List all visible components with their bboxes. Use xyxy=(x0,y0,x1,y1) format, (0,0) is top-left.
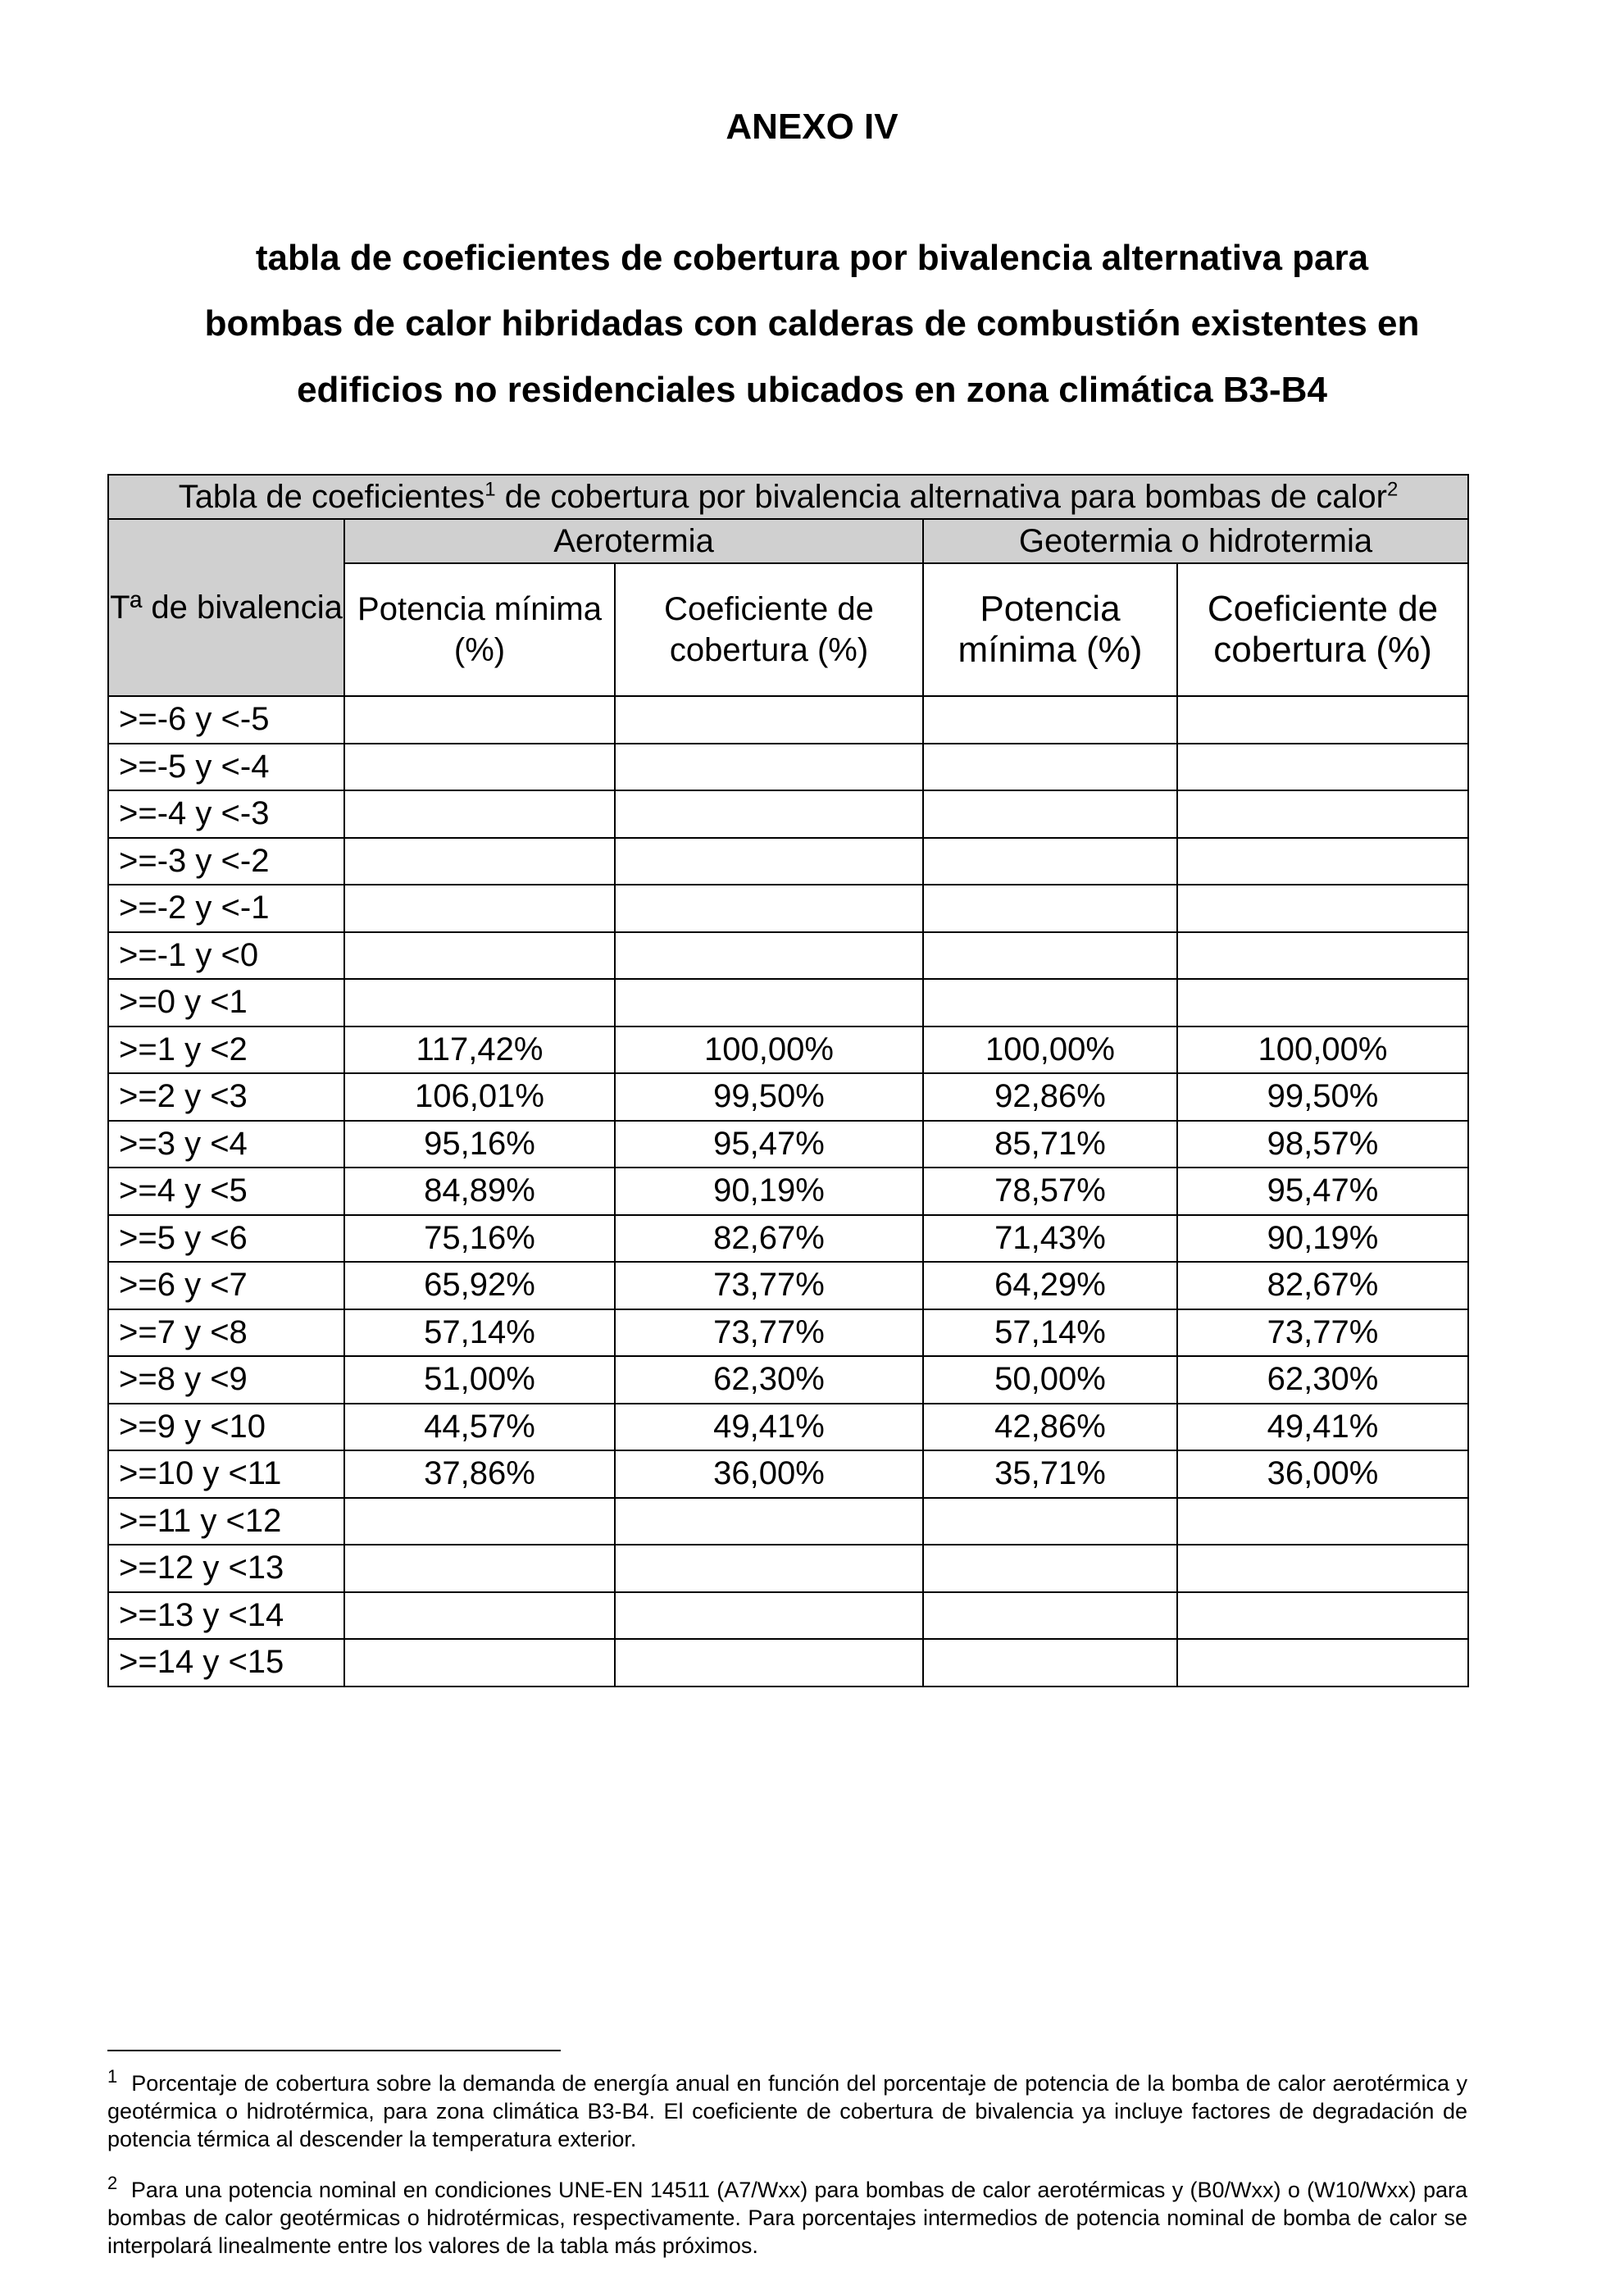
value-cell xyxy=(615,1639,923,1687)
value-cell xyxy=(923,1498,1177,1545)
table-row xyxy=(108,790,1468,838)
row-label: >=4 y <5 xyxy=(108,1168,344,1215)
annex-heading: ANEXO IV xyxy=(726,107,898,147)
subtitle-line-1: tabla de coeficientes de cobertura por bivalencia alternativa para xyxy=(255,238,1369,278)
value-cell xyxy=(923,1592,1177,1640)
value-cell: 36,00% xyxy=(1177,1450,1468,1498)
aerotermia-group-header: Aerotermia xyxy=(344,519,923,563)
value-cell xyxy=(1177,1498,1468,1545)
aero-potencia-header: Potencia mínima (%) xyxy=(344,563,615,696)
value-cell xyxy=(615,1545,923,1592)
table-row xyxy=(108,1121,1468,1168)
row-label: >=10 y <11 xyxy=(108,1450,344,1498)
table-row xyxy=(108,979,1468,1026)
value-cell xyxy=(615,1498,923,1545)
table-row xyxy=(108,1026,1468,1074)
value-cell xyxy=(923,979,1177,1026)
value-cell: 106,01% xyxy=(344,1073,615,1121)
value-cell xyxy=(923,744,1177,791)
value-cell: 98,57% xyxy=(1177,1121,1468,1168)
value-cell: 117,42% xyxy=(344,1026,615,1074)
value-cell xyxy=(1177,790,1468,838)
table-row xyxy=(108,1168,1468,1215)
value-cell: 90,19% xyxy=(615,1168,923,1215)
value-cell xyxy=(923,838,1177,885)
value-cell xyxy=(923,885,1177,932)
table-row xyxy=(108,1262,1468,1309)
value-cell: 95,16% xyxy=(344,1121,615,1168)
table-row xyxy=(108,1450,1468,1498)
row-label: >=-5 y <-4 xyxy=(108,744,344,791)
value-cell xyxy=(344,696,615,744)
row-label: >=12 y <13 xyxy=(108,1545,344,1592)
value-cell: 65,92% xyxy=(344,1262,615,1309)
value-cell xyxy=(615,979,923,1026)
value-cell xyxy=(615,885,923,932)
geotermia-group-header: Geotermia o hidrotermia xyxy=(923,519,1468,563)
table-row xyxy=(108,696,1468,744)
table-row xyxy=(108,1639,1468,1687)
table-row xyxy=(108,1498,1468,1545)
value-cell: 78,57% xyxy=(923,1168,1177,1215)
value-cell xyxy=(615,838,923,885)
value-cell: 57,14% xyxy=(923,1309,1177,1357)
value-cell: 51,00% xyxy=(344,1356,615,1404)
value-cell: 95,47% xyxy=(1177,1168,1468,1215)
coefficients-table xyxy=(107,474,1469,1687)
table-row xyxy=(108,744,1468,791)
row-label: >=14 y <15 xyxy=(108,1639,344,1687)
value-cell: 92,86% xyxy=(923,1073,1177,1121)
table-row xyxy=(108,1545,1468,1592)
table-row xyxy=(108,1309,1468,1357)
subtitle-line-3: edificios no residenciales ubicados en zona climática B3-B4 xyxy=(297,370,1327,410)
value-cell: 73,77% xyxy=(1177,1309,1468,1357)
value-cell xyxy=(344,1545,615,1592)
value-cell xyxy=(344,1498,615,1545)
value-cell: 85,71% xyxy=(923,1121,1177,1168)
row-label: >=1 y <2 xyxy=(108,1026,344,1074)
value-cell: 73,77% xyxy=(615,1309,923,1357)
value-cell xyxy=(923,932,1177,980)
footnote-separator xyxy=(107,2050,561,2051)
table-row xyxy=(108,1356,1468,1404)
value-cell: 90,19% xyxy=(1177,1215,1468,1263)
value-cell xyxy=(615,696,923,744)
value-cell: 50,00% xyxy=(923,1356,1177,1404)
table-row xyxy=(108,1404,1468,1451)
table-body xyxy=(108,696,1468,1687)
row-label: >=-4 y <-3 xyxy=(108,790,344,838)
value-cell: 82,67% xyxy=(1177,1262,1468,1309)
value-cell xyxy=(923,1545,1177,1592)
value-cell: 49,41% xyxy=(615,1404,923,1451)
value-cell: 100,00% xyxy=(615,1026,923,1074)
value-cell: 99,50% xyxy=(615,1073,923,1121)
value-cell: 75,16% xyxy=(344,1215,615,1263)
table-row xyxy=(108,1592,1468,1640)
value-cell: 49,41% xyxy=(1177,1404,1468,1451)
value-cell xyxy=(344,1639,615,1687)
value-cell xyxy=(923,696,1177,744)
row-label: >=6 y <7 xyxy=(108,1262,344,1309)
value-cell xyxy=(615,1592,923,1640)
value-cell: 44,57% xyxy=(344,1404,615,1451)
row-label: >=9 y <10 xyxy=(108,1404,344,1451)
row-label: >=13 y <14 xyxy=(108,1592,344,1640)
value-cell xyxy=(1177,885,1468,932)
row-label: >=3 y <4 xyxy=(108,1121,344,1168)
table-row xyxy=(108,1215,1468,1263)
row-label: >=-1 y <0 xyxy=(108,932,344,980)
value-cell xyxy=(344,838,615,885)
value-cell xyxy=(344,979,615,1026)
bivalence-temp-header: Tª de bivalencia xyxy=(108,519,344,696)
value-cell xyxy=(344,744,615,791)
value-cell: 42,86% xyxy=(923,1404,1177,1451)
value-cell: 100,00% xyxy=(1177,1026,1468,1074)
row-label: >=-6 y <-5 xyxy=(108,696,344,744)
value-cell xyxy=(923,1639,1177,1687)
footnote-2: $^2$ Para una potencia nominal en condiciones UNE-EN 14511 (A7/Wxx) para bombas de calor aerotérmicas y (B0/Wxx) o (W10/Wxx) para bombas de calor geotérmicas o hidrotérmicas, respectivamente. Para porcentajes intermedios de potencia nominal de bomba de calor se interpolará linealmente entre los valores de la tabla más próximos. xyxy=(107,2173,1467,2258)
value-cell xyxy=(344,790,615,838)
table-row xyxy=(108,838,1468,885)
value-cell xyxy=(344,932,615,980)
value-cell: 57,14% xyxy=(344,1309,615,1357)
value-cell: 62,30% xyxy=(615,1356,923,1404)
value-cell xyxy=(344,885,615,932)
value-cell: 35,71% xyxy=(923,1450,1177,1498)
value-cell: 62,30% xyxy=(1177,1356,1468,1404)
value-cell xyxy=(1177,1639,1468,1687)
table-row xyxy=(108,1073,1468,1121)
geo-potencia-header: Potencia mínima (%) xyxy=(923,563,1177,696)
row-label: >=2 y <3 xyxy=(108,1073,344,1121)
aero-coeficiente-header: Coeficiente de cobertura (%) xyxy=(615,563,923,696)
row-label: >=0 y <1 xyxy=(108,979,344,1026)
row-label: >=7 y <8 xyxy=(108,1309,344,1357)
value-cell: 99,50% xyxy=(1177,1073,1468,1121)
value-cell xyxy=(615,790,923,838)
row-label: >=5 y <6 xyxy=(108,1215,344,1263)
value-cell: 36,00% xyxy=(615,1450,923,1498)
table-row xyxy=(108,885,1468,932)
value-cell xyxy=(615,932,923,980)
value-cell xyxy=(1177,838,1468,885)
value-cell xyxy=(1177,932,1468,980)
value-cell xyxy=(1177,696,1468,744)
value-cell: 100,00% xyxy=(923,1026,1177,1074)
value-cell xyxy=(344,1592,615,1640)
footnote-1: $^1$ Porcentaje de cobertura sobre la demanda de energía anual en función del porcentaje de potencia de la bomba de calor aerotérmica y geotérmica o hidrotérmica, para zona climática B3-B4. El coeficiente de cobertura de bivalencia ya incluye factores de degradación de potencia térmica al descender la temperatura exterior. xyxy=(107,2066,1467,2151)
value-cell xyxy=(1177,744,1468,791)
subtitle-line-2: bombas de calor hibridadas con calderas de combustión existentes en xyxy=(204,303,1420,344)
table-row xyxy=(108,932,1468,980)
row-label: >=-3 y <-2 xyxy=(108,838,344,885)
geo-coeficiente-header: Coeficiente de cobertura (%) xyxy=(1177,563,1468,696)
value-cell xyxy=(923,790,1177,838)
value-cell xyxy=(1177,979,1468,1026)
value-cell: 95,47% xyxy=(615,1121,923,1168)
row-label: >=11 y <12 xyxy=(108,1498,344,1545)
row-label: >=8 y <9 xyxy=(108,1356,344,1404)
value-cell: 64,29% xyxy=(923,1262,1177,1309)
value-cell: 71,43% xyxy=(923,1215,1177,1263)
table-caption: Tabla de coeficientes$^1$ de cobertura por bivalencia alternativa para bombas de calor$^2$ xyxy=(108,475,1468,519)
value-cell: 82,67% xyxy=(615,1215,923,1263)
row-label: >=-2 y <-1 xyxy=(108,885,344,932)
value-cell: 84,89% xyxy=(344,1168,615,1215)
value-cell: 73,77% xyxy=(615,1262,923,1309)
value-cell xyxy=(615,744,923,791)
value-cell: 37,86% xyxy=(344,1450,615,1498)
value-cell xyxy=(1177,1592,1468,1640)
value-cell xyxy=(1177,1545,1468,1592)
